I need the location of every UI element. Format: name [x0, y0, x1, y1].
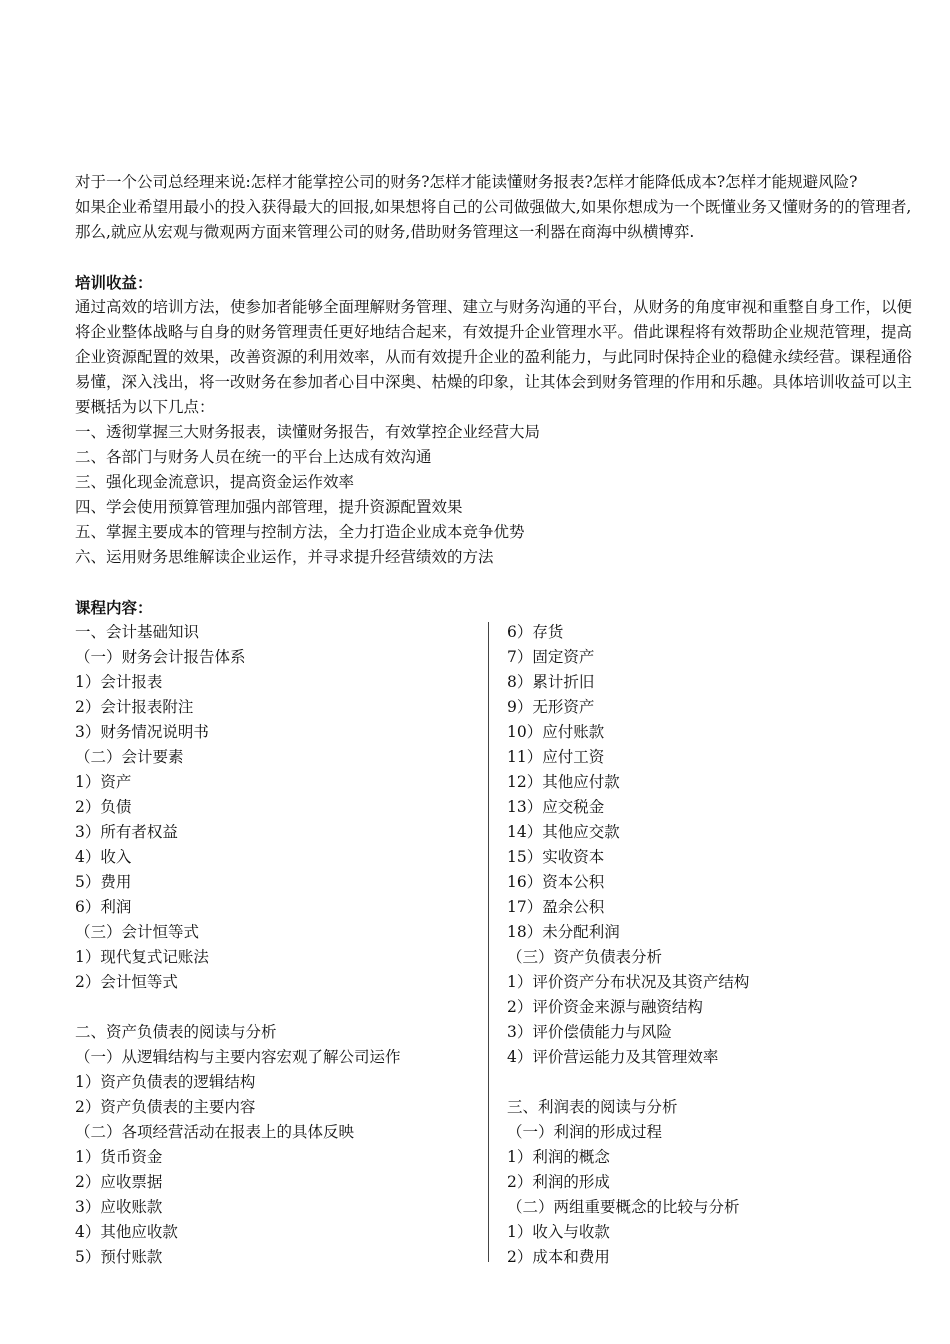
course-item: 17）盈余公积 — [507, 898, 605, 916]
course-item: 二、资产负债表的阅读与分析 — [75, 1023, 277, 1041]
course-item: 2）资产负债表的主要内容 — [75, 1098, 256, 1116]
course-item: 2）会计报表附注 — [75, 698, 194, 716]
course-item: 1）会计报表 — [75, 673, 163, 691]
course-item: 11）应付工资 — [507, 748, 605, 766]
benefit-item: 三、强化现金流意识，提高资金运作效率 — [75, 473, 355, 491]
course-item: （三）资产负债表分析 — [507, 948, 663, 966]
course-title: 课程内容： — [75, 598, 153, 617]
course-item: 4）收入 — [75, 848, 132, 866]
course-item — [75, 995, 485, 1020]
intro-section — [75, 170, 915, 245]
course-item: （二）两组重要概念的比较与分析 — [507, 1198, 740, 1216]
column-divider — [488, 622, 489, 1262]
course-item: 3）应收账款 — [75, 1198, 163, 1216]
benefit-item: 六、运用财务思维解读企业运作，并寻求提升经营绩效的方法 — [75, 548, 494, 566]
course-item: 10）应付账款 — [507, 723, 605, 741]
benefit-item: 五、掌握主要成本的管理与控制方法，全力打造企业成本竞争优势 — [75, 523, 525, 541]
course-item: 16）资本公积 — [507, 873, 605, 891]
benefits-title: 培训收益： — [75, 273, 153, 292]
course-item: 5）预付账款 — [75, 1248, 163, 1266]
course-item: 12）其他应付款 — [507, 773, 620, 791]
course-item: 8）累计折旧 — [507, 673, 595, 691]
course-item: 13）应交税金 — [507, 798, 605, 816]
course-item — [507, 1070, 907, 1095]
intro-paragraph-2: 如果企业希望用最小的投入获得最大的回报,如果想将自己的公司做强做大,如果你想成为一个既懂业务又懂财务的的管理者,那么,就应从宏观与微观两方面来管理公司的财务,借助财务管理这一利器在商海中纵横博弈. — [75, 198, 912, 241]
course-item: 3）所有者权益 — [75, 823, 178, 841]
benefits-paragraph: 通过高效的培训方法，使参加者能够全面理解财务管理、建立与财务沟通的平台，从财务的角度审视和重整自身工作，以便将企业整体战略与自身的财务管理责任更好地结合起来，有效提升企业管理水平。借此课程将有效帮助企业规范管理，提高企业资源配置的效果，改善资源的利用效率，从而有效提升企业的盈利能力，与此同时保持企业的稳健永续经营。课程通俗易懂，深入浅出，将一改财务在参加者心目中深奥、枯燥的印象，让其体会到财务管理的作用和乐趣。具体培训收益可以主要概括为以下几点： — [75, 298, 913, 416]
course-left-column — [75, 620, 485, 1270]
course-item: 三、利润表的阅读与分析 — [507, 1098, 678, 1116]
course-item: 7）固定资产 — [507, 648, 595, 666]
course-item: 2）成本和费用 — [507, 1248, 610, 1266]
course-item: 15）实收资本 — [507, 848, 605, 866]
intro-paragraph-1: 对于一个公司总经理来说:怎样才能掌控公司的财务?怎样才能读懂财务报表?怎样才能降低成本?怎样才能规避风险? — [75, 173, 858, 191]
course-right-column — [507, 620, 907, 1270]
course-item: （三）会计恒等式 — [75, 923, 200, 941]
course-item: （二）各项经营活动在报表上的具体反映 — [75, 1123, 355, 1141]
course-item: 2）评价资金来源与融资结构 — [507, 998, 703, 1016]
course-item: 2）应收票据 — [75, 1173, 163, 1191]
course-item: 6）利润 — [75, 898, 132, 916]
course-item: 5）费用 — [75, 873, 132, 891]
course-item: （二）会计要素 — [75, 748, 184, 766]
course-item: 1）资产 — [75, 773, 132, 791]
course-item: 1）利润的概念 — [507, 1148, 610, 1166]
course-item: 18）未分配利润 — [507, 923, 620, 941]
course-item: 一、会计基础知识 — [75, 623, 200, 641]
benefits-list — [75, 420, 915, 570]
course-item: 2）会计恒等式 — [75, 973, 178, 991]
document-page — [75, 170, 915, 1266]
course-item: 4）其他应收款 — [75, 1223, 178, 1241]
course-item: 4）评价营运能力及其管理效率 — [507, 1048, 719, 1066]
course-item: 3）评价偿债能力与风险 — [507, 1023, 672, 1041]
course-item: 3）财务情况说明书 — [75, 723, 209, 741]
course-item: 1）评价资产分布状况及其资产结构 — [507, 973, 750, 991]
course-item: （一）利润的形成过程 — [507, 1123, 663, 1141]
course-item: 2）负债 — [75, 798, 132, 816]
benefit-item: 四、学会使用预算管理加强内部管理，提升资源配置效果 — [75, 498, 463, 516]
course-item: （一）从逻辑结构与主要内容宏观了解公司运作 — [75, 1048, 401, 1066]
benefit-item: 二、各部门与财务人员在统一的平台上达成有效沟通 — [75, 448, 432, 466]
course-item: 1）收入与收款 — [507, 1223, 610, 1241]
course-item: （一）财务会计报告体系 — [75, 648, 246, 666]
course-item: 1）现代复式记账法 — [75, 948, 209, 966]
course-item: 14）其他应交款 — [507, 823, 620, 841]
course-item: 1）货币资金 — [75, 1148, 163, 1166]
course-item: 1）资产负债表的逻辑结构 — [75, 1073, 256, 1091]
course-item: 9）无形资产 — [507, 698, 595, 716]
course-item: 6）存货 — [507, 623, 564, 641]
course-item: 2）利润的形成 — [507, 1173, 610, 1191]
benefit-item: 一、透彻掌握三大财务报表，读懂财务报告，有效掌控企业经营大局 — [75, 423, 541, 441]
